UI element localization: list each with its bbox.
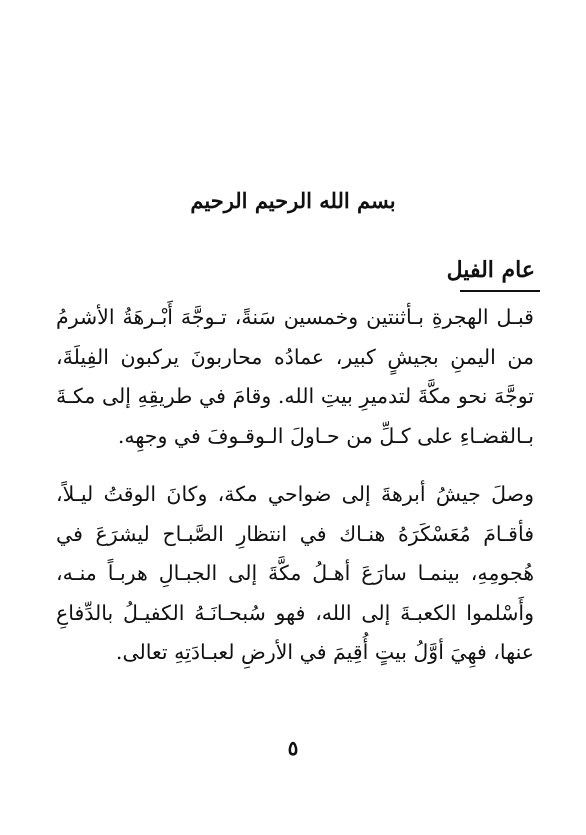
paragraph-2: وصلَ جيشُ أبرهةَ إلى ضواحي مكة، وكانَ الوقتُ ليـلاً، فأقـامَ مُعَسْكَرَهُ هنـاك في انتظارِ الصَّبـاح ليشرَعَ في هُجومِهِ، بينمـا سارَعَ أهـلُ مكَّةَ إلى الجبـالِ هربـاً منـه، وأَسْلموا الكعبـةَ إلى الله، فهو سُبحـانَـهُ الكفيـلُ بالدِّفاعِ عنها، فهِيَ أوَّلُ بيتٍ أُقِيمَ في الأرضِ لعبـادَتِهِ تعالى. [56, 482, 534, 664]
body-text [56, 298, 534, 673]
page-number: ٥ [287, 736, 299, 760]
basmala-title: بسم الله الرحيم الرحيم [190, 188, 396, 213]
paragraph-1: قبـل الهجرةِ بـأثنتين وخمسين سَنةً، تـوجَّهَ أَبْـرهَةُ الأشرمُ من اليمنِ بجيشٍ كبير، عمادُه محاربونَ يركبون الفِيلَةَ، توجَّهَ نحو مكَّةَ لتدميرِ بيتِ الله. وقامَ في طريقِهِ إلى مكـةَ بـالقضـاءِ على كـلِّ من حـاولَ الـوقـوفَ في وجهِه. [56, 305, 534, 448]
heading-underline [460, 290, 540, 292]
section-heading: عام الفيل [446, 257, 535, 283]
